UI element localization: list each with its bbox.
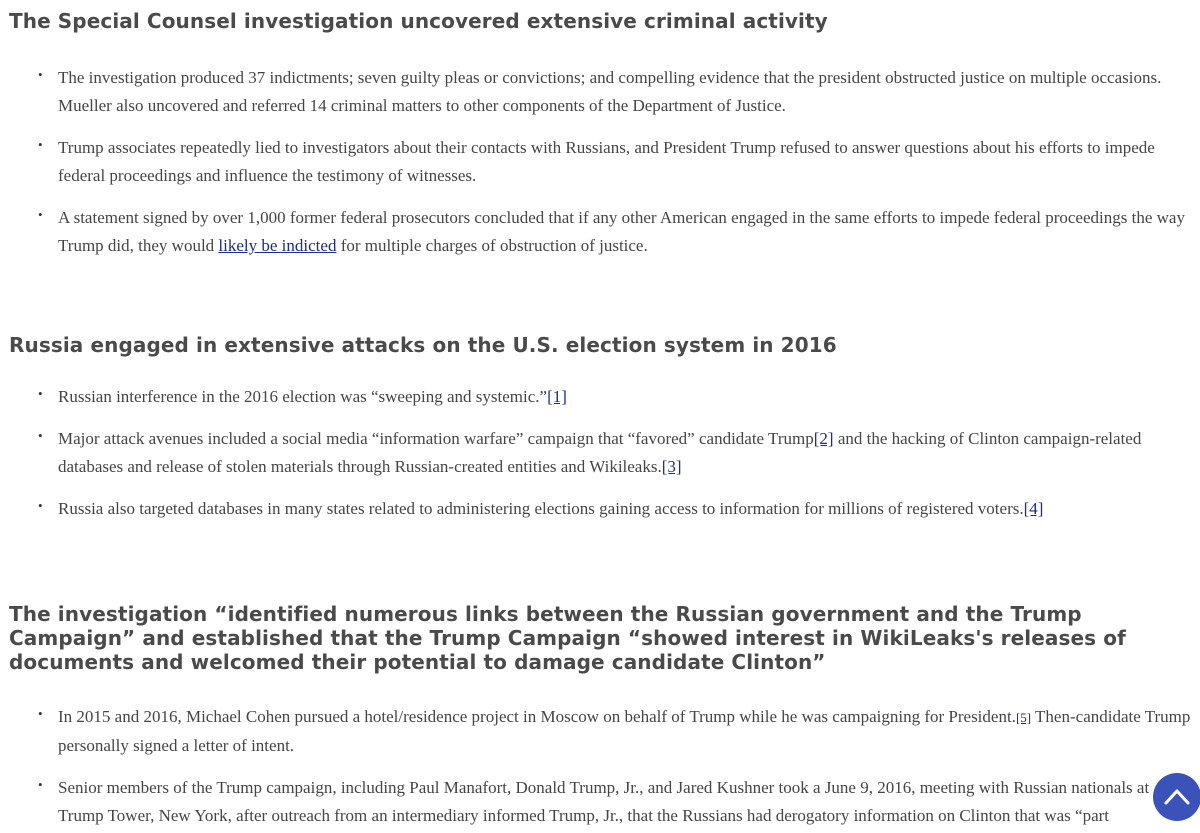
likely-be-indicted-link[interactable]: likely be indicted <box>218 236 337 255</box>
section-trump-russia-links <box>9 602 1191 830</box>
list-item <box>9 204 1198 260</box>
bullet-icon: • <box>38 207 43 222</box>
list-item-text: Russia also targeted databases in many states related to administering elections gaining access to information for millions of registered voters. <box>58 499 1024 518</box>
list-item-text: The investigation produced 37 indictments; seven guilty pleas or convictions; and compelling evidence that the president obstructed justice on multiple occasions. Mueller also uncovered and referred 14 criminal matters to other components of the Department of Justice. <box>58 68 1162 115</box>
list-item-text: Major attack avenues included a social media “information warfare” campaign that “favored” candidate Trump <box>58 429 814 448</box>
list-item-text: for multiple charges of obstruction of justice. <box>336 236 648 255</box>
list-item <box>9 64 1198 120</box>
list-item-text: In 2015 and 2016, Michael Cohen pursued a hotel/residence project in Moscow on behalf of Trump while he was campaigning for President. <box>58 707 1016 726</box>
list-item-text: Then-candidate Trump personally signed a letter of intent. <box>58 707 1191 755</box>
chevron-up-icon <box>1161 781 1193 813</box>
list-item <box>9 383 1198 411</box>
list-item <box>9 495 1198 523</box>
footnote-1-link[interactable]: [1] <box>547 387 567 406</box>
scroll-to-top-button[interactable] <box>1153 773 1200 821</box>
list-item <box>9 774 1198 830</box>
bullet-list <box>9 703 1191 830</box>
bullet-icon: • <box>38 386 43 401</box>
footnote-4-link[interactable]: [4] <box>1023 499 1044 518</box>
section-heading: Russia engaged in extensive attacks on the U.S. election system in 2016 <box>9 333 837 357</box>
bullet-icon: • <box>38 67 43 82</box>
bullet-icon: • <box>38 428 43 443</box>
list-item <box>9 134 1198 190</box>
list-item-text: A statement signed by over 1,000 former federal prosecutors concluded that if any other American engaged in the same efforts to impede federal proceedings the way Trump did, they would <box>58 208 1185 255</box>
section-heading: The Special Counsel investigation uncovered extensive criminal activity <box>9 9 828 33</box>
list-item-text: and the hacking of Clinton campaign-related databases and release of stolen materials through Russian-created entities and Wikileaks. <box>58 429 1142 476</box>
footnote-2-link[interactable]: [2] <box>813 429 834 448</box>
bullet-icon: • <box>38 777 43 792</box>
list-item-text: Senior members of the Trump campaign, including Paul Manafort, Donald Trump, Jr., and Jared Kushner took a June 9, 2016, meeting with Russian nationals at Trump Tower, New York, after outreach from an intermediary informed Trump, Jr., that the Russians had derogatory information on Clinton that was “part <box>58 778 1150 825</box>
bullet-icon: • <box>38 498 43 513</box>
list-item-text: Trump associates repeatedly lied to investigators about their contacts with Russians, and President Trump refused to answer questions about his efforts to impede federal proceedings and influence the testimony of witnesses. <box>58 138 1155 185</box>
bullet-list <box>9 383 1189 523</box>
footnote-3-link[interactable]: [3] <box>661 457 682 476</box>
list-item-text: Russian interference in the 2016 election was “sweeping and systemic.” <box>58 387 548 406</box>
bullet-icon: • <box>38 706 43 721</box>
section-russia-attacks <box>9 333 1189 523</box>
section-special-counsel <box>9 9 1189 260</box>
bullet-list <box>9 64 1189 260</box>
list-item <box>9 425 1198 481</box>
footnote-5-link[interactable]: [5] <box>1015 710 1032 725</box>
list-item <box>9 703 1198 760</box>
bullet-icon: • <box>38 137 43 152</box>
section-heading: The investigation “identified numerous links between the Russian government and the Trump Campaign” and established that the Trump Campaign “showed interest in WikiLeaks's releases of documents and welcomed their potential to damage candidate Clinton” <box>9 602 1126 674</box>
